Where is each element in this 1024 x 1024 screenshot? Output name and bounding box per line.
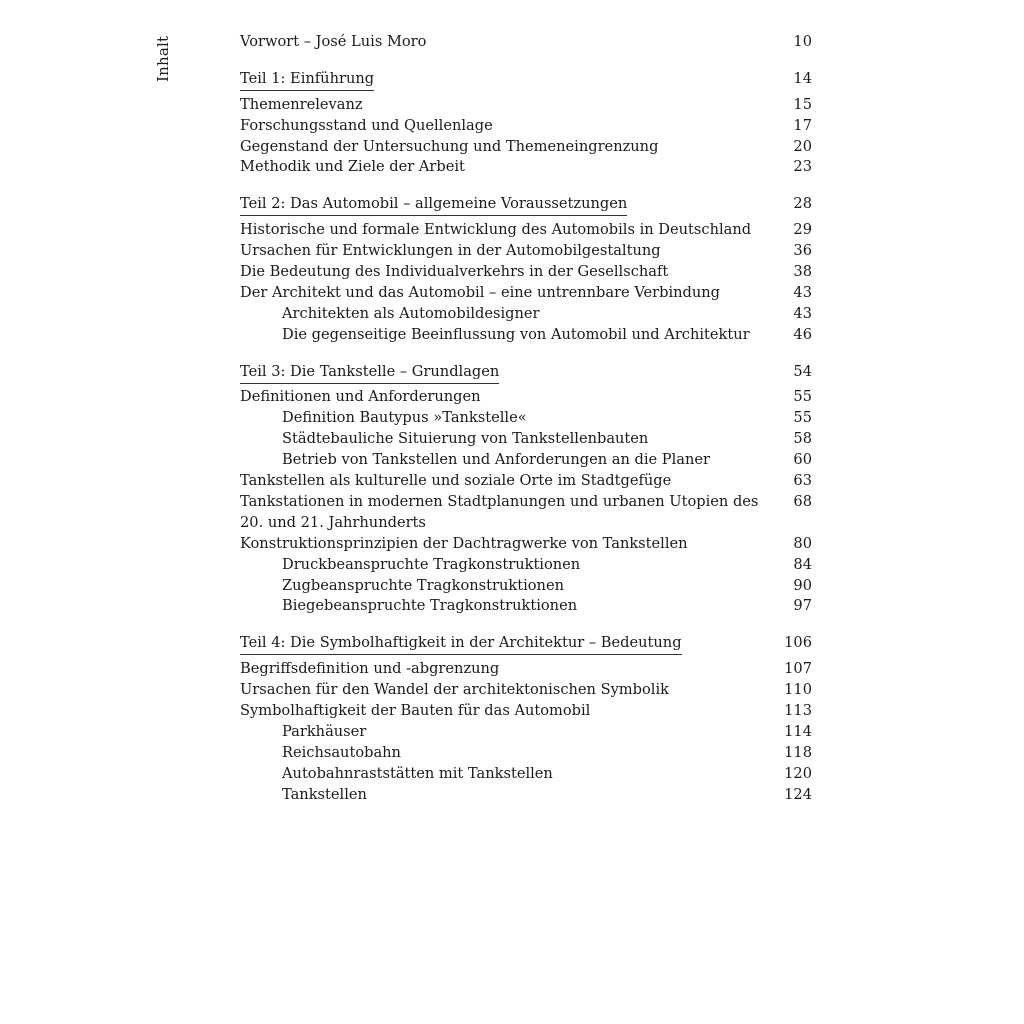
toc-entry-page: 118 (784, 743, 812, 761)
toc-subentry[interactable] (240, 408, 814, 429)
toc-part-4-heading[interactable] (240, 633, 814, 654)
toc-entry-page: 43 (793, 304, 812, 322)
toc-part-2-heading[interactable] (240, 194, 814, 215)
toc-entry-title: Reichsautobahn (282, 743, 401, 761)
toc-entry-page: 55 (793, 409, 812, 427)
toc-entry[interactable] (240, 157, 814, 178)
toc-entry-title: Der Architekt und das Automobil – eine untrennbare Verbindung (240, 283, 721, 301)
toc-subentry[interactable] (240, 450, 814, 471)
toc-entry-page: 10 (793, 33, 812, 50)
side-label (154, 36, 174, 96)
toc-subentry[interactable] (240, 576, 814, 597)
toc-entry-page: 68 (793, 492, 812, 510)
toc-entry-title: Tankstellen (282, 785, 367, 803)
toc-entry-title: Konstruktionsprinzipien der Dachtragwerke von Tankstellen (240, 534, 688, 552)
toc-part-1-heading[interactable] (240, 69, 814, 90)
toc-entry-page: 55 (793, 388, 812, 406)
toc-entry-title: Methodik und Ziele der Arbeit (240, 158, 465, 176)
toc-entry-title: Definition Bautypus »Tankstelle« (282, 409, 527, 427)
toc-entry-title: Die Bedeutung des Individualverkehrs in der Gesellschaft (240, 263, 669, 281)
toc-entry[interactable] (240, 241, 814, 262)
toc-entry[interactable] (240, 220, 814, 241)
toc-entry-page: 46 (793, 325, 812, 343)
toc-entry[interactable] (240, 534, 814, 555)
toc-entry-page: 20 (793, 137, 812, 155)
toc-entry-title: Tankstellen als kulturelle und soziale Orte im Stadtgefüge (240, 472, 672, 490)
toc-entry-title: Betrieb von Tankstellen und Anforderungen an die Planer (282, 451, 710, 469)
toc-entry-page: 107 (784, 660, 812, 678)
toc-entry-title: Vorwort – José Luis Moro (240, 33, 427, 50)
toc-entry-title: Definitionen und Anforderungen (240, 388, 481, 406)
toc-part-title: Teil 2: Das Automobil – allgemeine Voraussetzungen (240, 194, 627, 216)
toc-entry-page: 124 (784, 785, 812, 803)
toc-entry-title: Die gegenseitige Beeinflussung von Automobil und Architektur (282, 325, 750, 343)
toc-part-page: 106 (784, 634, 812, 652)
toc-subentry[interactable] (240, 722, 814, 743)
toc-entry-title: Architekten als Automobildesigner (282, 304, 540, 322)
toc-entry[interactable] (240, 262, 814, 283)
toc-entry-page: 120 (784, 764, 812, 782)
toc-entry[interactable] (240, 95, 814, 116)
toc-entry[interactable] (240, 659, 814, 680)
toc-entry[interactable] (240, 116, 814, 137)
toc-entry[interactable] (240, 283, 814, 304)
toc-entry-title: Städtebauliche Situierung von Tankstellenbauten (282, 430, 649, 448)
toc-part-title: Teil 4: Die Symbolhaftigkeit in der Architektur – Bedeutung (240, 633, 682, 655)
toc-entry-title: Gegenstand der Untersuchung und Themeneingrenzung (240, 137, 659, 155)
toc-entry-foreword[interactable] (240, 32, 814, 53)
toc-entry[interactable] (240, 471, 814, 492)
toc-entry-page: 17 (793, 116, 812, 134)
toc-subentry[interactable] (240, 785, 814, 806)
toc-entry-page: 43 (793, 283, 812, 301)
toc-entry-title: Themenrelevanz (240, 95, 363, 113)
toc-entry-title: Ursachen für Entwicklungen in der Automobilgestaltung (240, 242, 661, 260)
toc-entry-page: 63 (793, 472, 812, 490)
toc-entry-title: Parkhäuser (282, 722, 367, 740)
toc-part-page: 28 (793, 195, 812, 213)
toc-subentry[interactable] (240, 743, 814, 764)
toc-entry-page: 97 (793, 597, 812, 615)
toc-subentry[interactable] (240, 325, 814, 346)
toc-entry-title: Autobahnraststätten mit Tankstellen (282, 764, 553, 782)
toc-entry-page: 84 (793, 555, 812, 573)
toc-entry-page: 113 (784, 701, 812, 719)
toc-entry[interactable] (240, 492, 814, 534)
toc-part-3-heading[interactable] (240, 362, 814, 383)
toc-part-title: Teil 3: Die Tankstelle – Grundlagen (240, 362, 499, 384)
toc-subentry[interactable] (240, 596, 814, 617)
toc-subentry[interactable] (240, 304, 814, 325)
toc-entry-title: Druckbeanspruchte Tragkonstruktionen (282, 555, 581, 573)
toc-part-page: 14 (793, 69, 812, 87)
toc-subentry[interactable] (240, 429, 814, 450)
toc-entry-page: 114 (784, 722, 812, 740)
toc-entry-page: 23 (793, 158, 812, 176)
side-label-text: Inhalt (154, 35, 172, 82)
toc-subentry[interactable] (240, 764, 814, 785)
toc-entry-page: 36 (793, 242, 812, 260)
toc-entry-title: Ursachen für den Wandel der architektonischen Symbolik (240, 681, 669, 699)
toc-entry-page: 29 (793, 221, 812, 239)
toc-entry-title: Begriffsdefinition und -abgrenzung (240, 660, 500, 678)
toc-subentry[interactable] (240, 555, 814, 576)
toc-entry-title: Tankstationen in modernen Stadtplanungen und urbanen Utopien des 20. und 21. Jahrhunderts (240, 492, 759, 531)
toc-entry-title: Historische und formale Entwicklung des Automobils in Deutschland (240, 221, 752, 239)
toc-entry-page: 38 (793, 263, 812, 281)
toc-entry-page: 15 (793, 95, 812, 113)
toc-entry-title: Forschungsstand und Quellenlage (240, 116, 493, 134)
toc-entry-title: Symbolhaftigkeit der Bauten für das Automobil (240, 701, 591, 719)
toc-entry-page: 110 (784, 681, 812, 699)
toc-part-title: Teil 1: Einführung (240, 69, 374, 91)
toc-entry-page: 90 (793, 576, 812, 594)
toc-entry[interactable] (240, 701, 814, 722)
toc-entry[interactable] (240, 387, 814, 408)
table-of-contents (240, 32, 814, 805)
toc-entry[interactable] (240, 680, 814, 701)
toc-entry-page: 60 (793, 451, 812, 469)
toc-entry[interactable] (240, 137, 814, 158)
toc-part-page: 54 (793, 362, 812, 380)
toc-entry-page: 80 (793, 534, 812, 552)
toc-entry-page: 58 (793, 430, 812, 448)
toc-entry-title: Zugbeanspruchte Tragkonstruktionen (282, 576, 564, 594)
toc-entry-title: Biegebeanspruchte Tragkonstruktionen (282, 597, 578, 615)
